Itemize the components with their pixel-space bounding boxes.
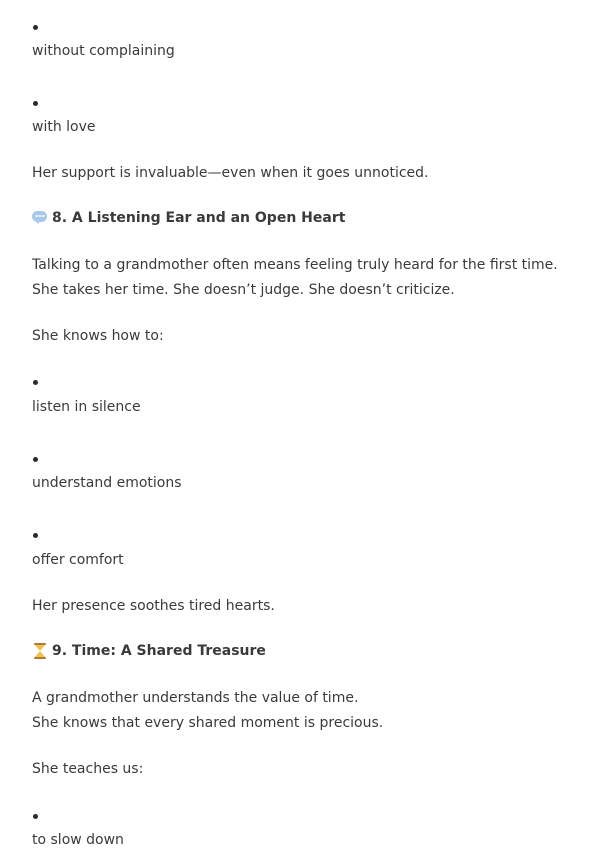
paragraph-line: She takes her time. She doesn’t judge. She doesn’t criticize. bbox=[32, 282, 455, 298]
speech-bubble-icon bbox=[32, 210, 48, 226]
paragraph: Her support is invaluable—even when it goes unnoticed. bbox=[32, 165, 429, 181]
bullet-dot bbox=[33, 380, 38, 385]
paragraph: She teaches us: bbox=[32, 761, 144, 777]
hourglass-icon bbox=[32, 643, 48, 659]
section-heading-text: 8. A Listening Ear and an Open Heart bbox=[52, 210, 346, 226]
list-item-text: with love bbox=[32, 119, 96, 135]
bullet-dot bbox=[33, 533, 38, 538]
paragraph-line: A grandmother understands the value of time. bbox=[32, 690, 359, 706]
paragraph: Her presence soothes tired hearts. bbox=[32, 598, 275, 614]
list-item-text: to slow down bbox=[32, 832, 124, 848]
bullet-dot bbox=[33, 25, 38, 30]
bullet-dot bbox=[33, 101, 38, 106]
paragraph: She knows how to: bbox=[32, 328, 164, 344]
paragraph-line: She knows that every shared moment is precious. bbox=[32, 715, 384, 731]
section-heading bbox=[32, 210, 345, 226]
list-item-text: understand emotions bbox=[32, 475, 182, 491]
list-item-text: without complaining bbox=[32, 43, 175, 59]
section-heading bbox=[32, 643, 266, 659]
section-heading-text: 9. Time: A Shared Treasure bbox=[52, 643, 266, 659]
bullet-dot bbox=[33, 457, 38, 462]
list-item-text: listen in silence bbox=[32, 399, 141, 415]
list-item-text: offer comfort bbox=[32, 552, 124, 568]
paragraph-line: Talking to a grandmother often means feeling truly heard for the first time. bbox=[32, 257, 558, 273]
bullet-dot bbox=[33, 814, 38, 819]
